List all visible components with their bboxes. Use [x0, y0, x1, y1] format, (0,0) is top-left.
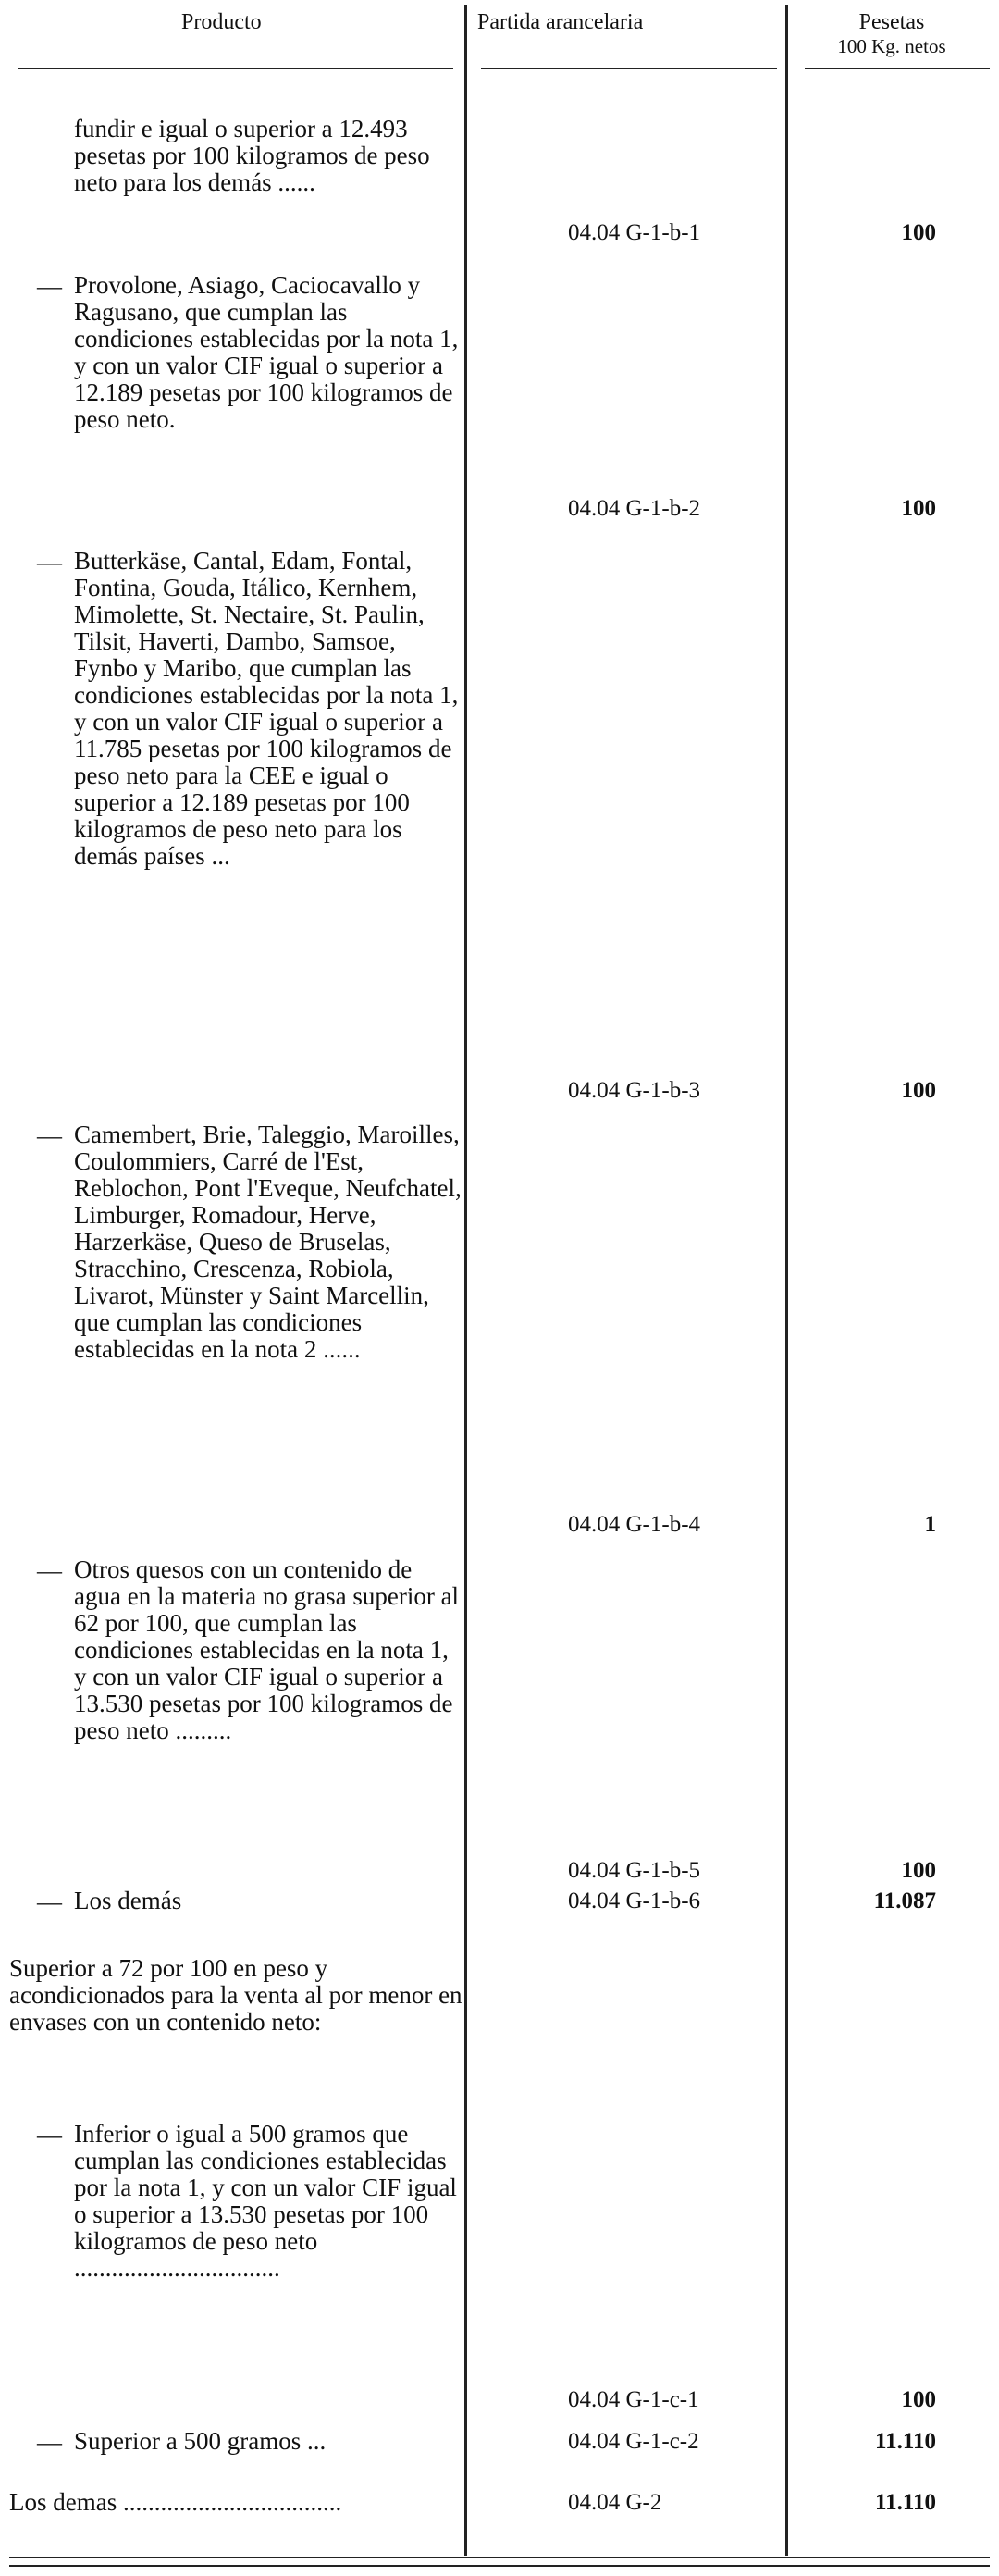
row-4-code: 04.04 G-1-b-4 — [568, 1512, 701, 1537]
header-pesetas-line2: 100 Kg. netos — [837, 35, 946, 57]
row-8-dash: — — [37, 2121, 62, 2149]
row-8-code: 04.04 G-1-c-1 — [568, 2387, 699, 2412]
header-pesetas-line1: Pesetas — [858, 10, 925, 34]
row-3-text: Butterkäse, Cantal, Edam, Fontal, Fontina, Gouda, Itálico, Kernhem, Mimolette, St. Nectaire, St. Paulin, Tilsit, Haverti, Dambo, Samsoe, Fynbo y Maribo, que cumplan las condiciones establecidas por la nota 1, y con un valor CIF igual o superior a 11.785 pesetas por 100 kilogramos de peso neto para la CEE e igual o superior a 12.189 pesetas por 100 kilogramos de peso neto para los demás países ... — [74, 547, 459, 870]
row-10-value: 11.110 — [875, 2490, 936, 2515]
row-1-text: fundir e igual o superior a 12.493 pesetas por 100 kilogramos de peso neto para los demás ...... — [74, 115, 430, 196]
row-10-code: 04.04 G-2 — [568, 2490, 662, 2515]
bottom-rule-1 — [9, 2557, 990, 2558]
row-1-value: 100 — [901, 220, 936, 245]
column-divider-2 — [785, 5, 788, 2556]
row-6-code: 04.04 G-1-b-6 — [568, 1889, 701, 1913]
header-producto: Producto — [181, 10, 262, 34]
row-2-code: 04.04 G-1-b-2 — [568, 496, 701, 521]
header-rule-left — [18, 68, 453, 69]
row-3-value: 100 — [901, 1078, 936, 1103]
row-4-dash: — — [37, 1121, 62, 1149]
row-2-value: 100 — [901, 496, 936, 521]
bottom-rule-2 — [9, 2565, 990, 2567]
header-rule-right — [805, 68, 990, 69]
row-1-code: 04.04 G-1-b-1 — [568, 220, 701, 245]
header-partida: Partida arancelaria — [477, 10, 644, 34]
row-2-text: Provolone, Asiago, Caciocavallo y Ragusano, que cumplan las condiciones establecidas por la nota 1, y con un valor CIF igual o superior a 12.189 pesetas por 100 kilogramos de peso neto. — [74, 271, 459, 433]
row-6-value: 11.087 — [873, 1889, 936, 1913]
row-2-dash: — — [37, 272, 62, 300]
row-8-text: Inferior o igual a 500 gramos que cumplan las condiciones establecidas por la nota 1, y con un valor CIF igual o superior a 13.530 pesetas por 100 kilogramos de peso neto ................................. — [74, 2120, 457, 2282]
row-8-value: 100 — [901, 2387, 936, 2412]
row-4-value: 1 — [924, 1512, 936, 1537]
row-9-dash: — — [37, 2428, 62, 2456]
row-6-text: Los demás — [74, 1887, 182, 1914]
header-rule-middle — [481, 68, 777, 69]
row-3-code: 04.04 G-1-b-3 — [568, 1078, 701, 1103]
header-pesetas — [799, 9, 984, 59]
row-5-dash: — — [37, 1556, 62, 1584]
row-9-value: 11.110 — [875, 2429, 936, 2454]
row-6-dash: — — [37, 1888, 62, 1915]
column-divider-1 — [464, 5, 467, 2556]
row-4-text: Camembert, Brie, Taleggio, Maroilles, Coulommiers, Carré de l'Est, Reblochon, Pont l'Eveque, Neufchatel, Limburger, Romadour, Herve, Harzerkäse, Queso de Bruselas, Stracchino, Crescenza, Robiola, Livarot, Münster y Saint Marcellin, que cumplan las condiciones establecidas en la nota 2 ...... — [74, 1121, 462, 1363]
row-10-text: Los demas ................................... — [9, 2489, 342, 2516]
row-9-text: Superior a 500 gramos ... — [74, 2427, 327, 2455]
row-5-value: 100 — [901, 1858, 936, 1883]
row-7-text: Superior a 72 por 100 en peso y acondicionados para la venta al por menor en envases con un contenido neto: — [9, 1954, 462, 2036]
row-5-code: 04.04 G-1-b-5 — [568, 1858, 701, 1883]
row-3-dash: — — [37, 548, 62, 576]
row-5-text: Otros quesos con un contenido de agua en la materia no grasa superior al 62 por 100, que cumplan las condiciones establecidas en la nota 1, y con un valor CIF igual o superior a 13.530 pesetas por 100 kilogramos de peso neto ......... — [74, 1555, 460, 1744]
row-9-code: 04.04 G-1-c-2 — [568, 2429, 699, 2454]
